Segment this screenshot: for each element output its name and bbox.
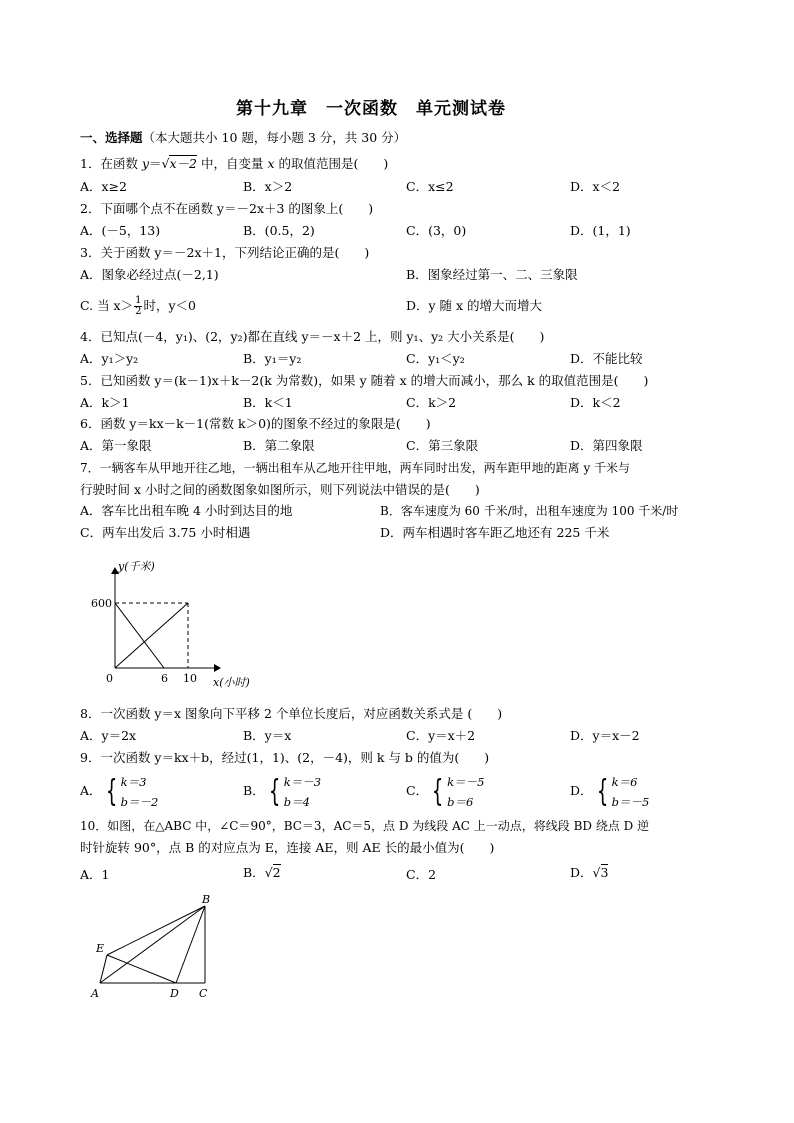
q8-option-c[interactable]: C．y＝x＋2 [406,728,476,743]
q7-option-d[interactable]: D．两车相遇时客车距乙地还有 225 千米 [380,525,610,540]
q8-option-d[interactable]: D．y＝x－2 [570,728,640,743]
q7-option-b[interactable]: B．客车速度为 60 千米/时，出租车速度为 100 千米/时 [380,504,679,518]
q6-option-b[interactable]: B．第二象限 [243,438,315,453]
q8-option-b[interactable]: B．y＝x [243,728,292,743]
sqrt-expression: √x－2 [161,156,197,171]
question-7-line1: 7．一辆客车从甲地开往乙地，一辆出租车从乙地开往甲地，两车同时出发，两车距甲地的距离 y 千米与 [80,461,631,475]
q9-option-c[interactable]: C． { k＝－5 b＝6 [406,773,485,809]
q4-option-d[interactable]: D．不能比较 [570,351,643,366]
fraction-half: $\frac{1}{2}$ [135,295,142,317]
question-7-line2: 行驶时间 x 小时之间的函数图象如图所示，则下列说法中错误的是( ) [80,482,480,497]
segment-AB [100,906,205,983]
q9-option-a[interactable]: A． { k＝3 b＝－2 [80,773,159,809]
q6-option-c[interactable]: C．第三象限 [406,438,479,453]
q2-option-a[interactable]: A．(－5，13) [80,223,161,238]
q1-option-d[interactable]: D．x＜2 [570,179,621,194]
q2-option-b[interactable]: B．(0.5，2) [243,223,315,238]
q10-option-c[interactable]: C．2 [406,867,437,882]
question-10-line2: 时针旋转 90°，点 B 的对应点为 E，连接 AE，则 AE 长的最小值为( ) [80,840,495,855]
q5-option-d[interactable]: D．k＜2 [570,395,621,410]
x-tick-10: 10 [183,672,197,685]
q3-option-c[interactable]: C. 当 x＞ $\frac{1}{2}$ 时，y＜0 [80,295,196,317]
label-A: A [91,987,99,1000]
q7-option-a[interactable]: A．客车比出租车晚 4 小时到达目的地 [80,503,293,518]
q4-option-b[interactable]: B．y₁＝y₂ [243,351,302,366]
q6-option-a[interactable]: A．第一象限 [80,438,152,453]
q8-option-a[interactable]: A．y＝2x [80,728,137,743]
q6-option-d[interactable]: D．第四象限 [570,438,643,453]
segment-DE [107,955,176,983]
q10-option-a[interactable]: A．1 [80,867,110,882]
y-tick-600: 600 [91,597,112,610]
label-C: C [199,987,208,1000]
question-5-stem: 5．已知函数 y＝(k－1)x＋k－2(k 为常数)，如果 y 随着 x 的增大而减小，那么 k 的取值范围是( ) [80,373,649,388]
question-2-stem: 2．下面哪个点不在函数 y＝－2x＋3 的图象上( ) [80,201,374,216]
q2-option-d[interactable]: D．(1，1) [570,223,631,238]
triangle-figure [88,893,218,1003]
origin-label: 0 [106,672,113,685]
q5-option-b[interactable]: B．k＜1 [243,395,293,410]
segment-EB [107,906,205,955]
q1-option-c[interactable]: C．x≤2 [406,179,454,194]
question-9-stem: 9．一次函数 y＝kx＋b，经过(1，1)、(2，－4)，则 k 与 b 的值为( ) [80,750,490,765]
label-B: B [202,893,211,906]
q3-option-b[interactable]: B．图象经过第一、二、三象限 [406,267,578,282]
question-10-line1: 10．如图，在△ABC 中，∠C＝90°，BC＝3，AC＝5，点 D 为线段 AC 上一动点，将线段 BD 绕点 D 逆 [80,819,650,833]
question-4-stem: 4．已知点(－4，y₁)、(2，y₂)都在直线 y＝－x＋2 上，则 y₁、y₂ 大小关系是( ) [80,329,545,344]
section-title: 一、选择题 [80,130,143,145]
q9-option-b[interactable]: B． { k＝－3 b＝4 [243,773,322,809]
q4-option-c[interactable]: C．y₁＜y₂ [406,351,465,366]
x-axis-label: x(小时) [213,676,250,689]
section-note: （本大题共小 10 题，每小题 3 分，共 30 分） [142,130,407,145]
q1-option-a[interactable]: A．x≥2 [80,179,128,194]
question-3-stem: 3．关于函数 y＝－2x＋1，下列结论正确的是( ) [80,245,370,260]
q4-option-a[interactable]: A．y₁＞y₂ [80,351,139,366]
q1-option-b[interactable]: B．x＞2 [243,179,293,194]
taxi-line [115,603,164,668]
distance-time-graph [85,560,275,695]
y-axis-label: y(千米) [118,560,155,573]
section-heading [80,130,406,146]
page-title: 第十九章 一次函数 单元测试卷 [236,99,506,119]
q5-option-c[interactable]: C．k＞2 [406,395,457,410]
question-6-stem: 6．函数 y＝kx－k－1(常数 k＞0)的图象不经过的象限是( ) [80,416,431,431]
question-1-stem: 1．在函数 y＝√x－2 中，自变量 x 的取值范围是( ) [80,156,389,171]
question-8-stem: 8．一次函数 y＝x 图象向下平移 2 个单位长度后，对应函数关系式是 ( ) [80,706,503,721]
q3-option-d[interactable]: D．y 随 x 的增大而增大 [406,298,543,313]
label-D: D [170,987,179,1000]
bus-line [115,603,188,668]
q5-option-a[interactable]: A．k＞1 [80,395,130,410]
q10-option-d[interactable]: D．√3 [570,865,609,880]
q2-option-c[interactable]: C．(3，0) [406,223,467,238]
label-E: E [96,942,105,955]
x-tick-6: 6 [161,672,168,685]
q9-option-d[interactable]: D． { k＝6 b＝－5 [570,773,650,809]
segment-BD [176,906,205,983]
q7-option-c[interactable]: C．两车出发后 3.75 小时相遇 [80,525,251,540]
q10-option-b[interactable]: B．√2 [243,865,281,880]
q3-option-a[interactable]: A．图象必经过点(－2,1) [80,267,219,282]
